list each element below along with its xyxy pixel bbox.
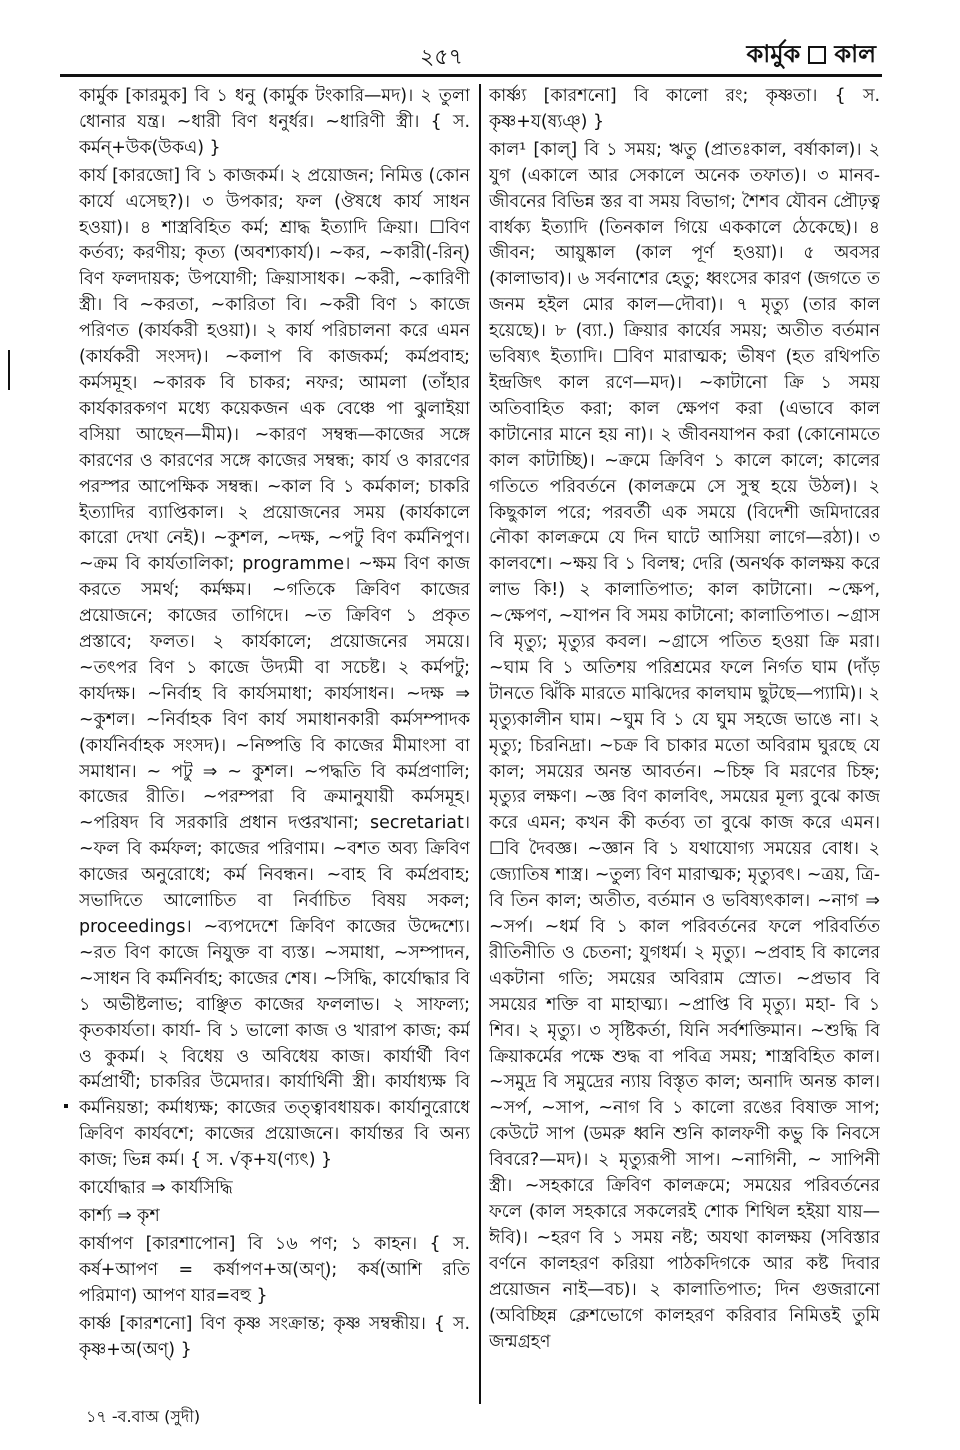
margin-mark: [64, 1104, 68, 1108]
entry: [79, 164, 470, 1174]
entry: [79, 1232, 470, 1310]
margin-mark: [8, 350, 10, 390]
entry: [79, 1204, 470, 1230]
entry-text: কার্ষ্ণ্য [কারশনো] বি কালো রং; কৃষ্ণতা। { স. কৃষ্ণ+য(ষ্যঞ্) }: [489, 86, 880, 132]
entry: [489, 84, 880, 136]
entry: [489, 138, 880, 1356]
left-column: [79, 84, 470, 1394]
column-divider: [479, 84, 481, 1404]
entry-text: কার্ষ্ণ [কারশনো] বিণ কৃষ্ণ সংক্রান্ত; কৃষ্ণ সম্বন্ধীয়। { স. কৃষ্ণ+অ(অণ্) }: [79, 1313, 470, 1360]
entry: [79, 1176, 470, 1202]
entry-text: কার্মুক [কারমুক] বি ১ ধনু (কার্মুক টংকারি—মদ)। ২ তুলা ধোনার যন্ত্র। ~ধারী বিণ ধনুর্ধর। ~ধারিণী স্ত্রী। { স. কর্মন্+উক(উকএ) }: [79, 86, 470, 158]
entry-text: কার্য [কারজো] বি ১ কাজকর্ম। ২ প্রয়োজন; নিমিত্ত (কোন কার্যে এসেছ?)। ৩ উপকার; ফল (ঔষধে কার্য সাধন হওয়া)। ৪ শাস্ত্রবিহিত কর্ম; শ্রাদ্ধ ইত্যাদি ক্রিয়া। ☐বিণ কর্তব্য; করণীয়; কৃত্য (অবশ্যকার্য)। ~কর, ~কারী(-রিন্) বিণ ফলদায়ক; উপযোগী; ক্রিয়াসাধক। ~করী, ~কারিণী স্ত্রী। বি ~করতা, ~কারিতা বি। ~করী বিণ ১ কাজে পরিণত (কার্যকরী হওয়া)। ২ কার্য পরিচালনা করে এমন (কার্যকরী সংসদ)। ~কলাপ বি কাজকর্ম; কর্মপ্রবাহ; কর্মসমূহ। ~কারক বি চাকর; নফর; আমলা (তাঁহার কার্যকারকগণ মধ্যে কয়েকজন এক বেঞ্চে পা ঝুলাইয়া বসিয়া আছেন—মীম)। ~কারণ সম্বন্ধ—কাজের সঙ্গে কারণের ও কারণের সঙ্গে কাজের সম্বন্ধ; কার্য ও কারণের পরস্পর আপেক্ষিক সম্বন্ধ। ~কাল বি ১ কর্মকাল; চাকরি ইত্যাদির ব্যাপ্তিকাল। ২ প্রয়োজনের সময় (কার্যকালে কারো দেখা নেই)। ~কুশল, ~দক্ষ, ~পটু বিণ কর্মনিপুণ। ~ক্রম বি কার্যতালিকা; programme। ~ক্ষম বিণ কাজ করতে সমর্থ; কর্মক্ষম। ~গতিকে ক্রিবিণ কাজের প্রয়োজনে; কাজের তাগিদে। ~ত ক্রিবিণ ১ প্রকৃত প্রস্তাবে; ফলত। ২ কার্যকালে; প্রয়োজনের সময়ে। ~তৎপর বিণ ১ কাজে উদ্যমী বা সচেষ্ট। ২ কর্মপটু; কার্যদক্ষ। ~নির্বাহ বি কার্যসমাধা; কার্যসাধন। ~দক্ষ ⇒ ~কুশল। ~নির্বাহক বিণ কার্য সমাধানকারী কর্মসম্পাদক (কার্যনির্বাহক সংসদ)। ~নিষ্পত্তি বি কাজের মীমাংসা বা সমাধান। ~ পটু ⇒ ~ কুশল। ~পদ্ধতি বি কর্মপ্রণালি; কাজের রীতি। ~পরম্পরা বি ক্রমানুযায়ী কর্মসমূহ। ~পরিষদ বি সরকারি প্রধান দপ্তরখানা; secretariat। ~ফল বি কর্মফল; কাজের পরিণাম। ~বশত অব্য ক্রিবিণ কাজের অনুরোধে; কর্ম নিবন্ধন। ~বাহ বি কর্মপ্রবাহ; সভাদিতে আলোচিত বা নির্বাচিত বিষয় সকল; proceedings। ~ব্যপদেশে ক্রিবিণ কাজের উদ্দেশ্যে। ~রত বিণ কাজে নিযুক্ত বা ব্যস্ত। ~সমাধা, ~সম্পাদন, ~সাধন বি কর্মনির্বাহ; কাজের শেষ। ~সিদ্ধি, কার্যোদ্ধার বি ১ অভীষ্টলাভ; বাঞ্ছিত কাজের ফললাভ। ২ সাফল্য; কৃতকার্যতা। কার্যা- বি ১ ভালো কাজ ও খারাপ কাজ; কর্ম ও কুকর্ম। ২ বিধেয় ও অবিধেয় কাজ। কার্যার্থী বিণ কর্মপ্রার্থী; চাকরির উমেদার। কার্যার্থিনী স্ত্রী। কার্যাধ্যক্ষ বি কর্মনিয়ন্তা; কর্মাধ্যক্ষ; কাজের তত্ত্বাবধায়ক। কার্যানুরোধে ক্রিবিণ কার্যবশে; কাজের প্রয়োজনে। কার্যান্তর বি অন্য কাজ; ভিন্ন কর্ম। { স. √কৃ+য(ণ্যৎ) }: [79, 165, 470, 1171]
header-rule: [60, 74, 882, 77]
footer-note: ১৭ -ব.বাঅ (সুদী): [86, 1407, 201, 1426]
entry-text: কার্যোদ্ধার ⇒ কার্যসিদ্ধি: [79, 1178, 233, 1199]
running-head: [746, 36, 876, 76]
page-number: ২৫৭: [420, 45, 463, 70]
right-column: [489, 84, 880, 1414]
entry-text: কার্ষাপণ [কারশাপোন] বি ১৬ পণ; ১ কাহন। { স. কর্ষ+আপণ = কর্ষাপণ+অ(অণ্); কর্ষ(আশি রতি পরিমাণ) আপণ যার=বহু }: [79, 1233, 470, 1306]
entry: [79, 84, 470, 162]
guide-word-start: কার্মুক: [746, 40, 801, 68]
guide-word-end: কাল: [834, 40, 876, 68]
entry-text: কার্শ্য ⇒ কৃশ: [79, 1205, 160, 1226]
entry: [79, 1312, 470, 1364]
guide-separator-box: [808, 46, 826, 64]
entry-text: কাল¹ [কাল্] বি ১ সময়; ঋতু (প্রাতঃকাল, বর্ষাকাল)। ২ যুগ (একালে আর সেকালে অনেক তফাত)। ৩ মানব-জীবনের বিভিন্ন স্তর বা সময় বিভাগ; শৈশব যৌবন প্রৌঢ়ত্ব বার্ধক্য ইত্যাদি (তিনকাল গিয়ে এককালে ঠেকেছে)। ৪ জীবন; আয়ুষ্কাল (কাল পূর্ণ হওয়া)। ৫ অবসর (কালাভাব)। ৬ সর্বনাশের হেতু; ধ্বংসের কারণ (জগতে ত জনম হইল মোর কাল—দৌবা)। ৭ মৃত্যু (তার কাল হয়েছে)। ৮ (ব্যা.) ক্রিয়ার কার্যের সময়; অতীত বর্তমান ভবিষ্যৎ ইত্যাদি। ☐বিণ মারাত্মক; ভীষণ (হত রথিপতি ইন্দ্রজিৎ কাল রণে—মদ)। ~কাটানো ক্রি ১ সময় অতিবাহিত করা; কাল ক্ষেপণ করা (এভাবে কাল কাটানোর মানে হয় না)। ২ জীবনযাপন করা (কোনোমতে কাল কাটাচ্ছি)। ~ক্রমে ক্রিবিণ ১ কালে কালে; কালের গতিতে পরিবর্তনে (কালক্রমে সে সুস্থ হয়ে উঠল)। ২ কিছুকাল পরে; পরবর্তী এক সময়ে (বিদেশী জমিদারের নৌকা কালক্রমে যে দিন ঘাটে আসিয়া লাগে—রঠা)। ৩ কালবশে। ~ক্ষয় বি ১ বিলম্ব; দেরি (অনর্থক কালক্ষয় করে লাভ কি!) ২ কালাতিপাত; কাল কাটানো। ~ক্ষেপ, ~ক্ষেপণ, ~যাপন বি সময় কাটানো; কালাতিপাত। ~গ্রাস বি মৃত্যু; মৃত্যুর কবল। ~গ্রাসে পতিত হওয়া ক্রি মরা। ~ঘাম বি ১ অতিশয় পরিশ্রমের ফলে নির্গত ঘাম (দাঁড় টানতে ঝিঁকি মারতে মাঝিদের কালঘাম ছুটছে—প্যামি)। ২ মৃত্যুকালীন ঘাম। ~ঘুম বি ১ যে ঘুম সহজে ভাঙে না। ২ মৃত্যু; চিরনিদ্রা। ~চক্র বি চাকার মতো অবিরাম ঘুরছে যে কাল; সময়ের অনন্ত আবর্তন। ~চিহ্ন বি মরণের চিহ্ন; মৃত্যুর লক্ষণ। ~জ্ঞ বিণ কালবিৎ, সময়ের মূল্য বুঝে কাজ করে এমন; কখন কী কর্তব্য তা বুঝে কাজ করে এমন। ☐বি দৈবজ্ঞ। ~জ্ঞান বি ১ যথাযোগ্য সময়ের বোধ। ২ জ্যোতিষ শাস্ত্র। ~তুল্য বিণ মারাত্মক; মৃত্যুবৎ। ~ত্রয়, ত্রি- বি তিন কাল; অতীত, বর্তমান ও ভবিষ্যৎকাল। ~নাগ ⇒ ~সর্প। ~ধর্ম বি ১ কাল পরিবর্তনের ফলে পরিবর্তিত রীতিনীতি ও চেতনা; যুগধর্ম। ২ মৃত্যু। ~প্রবাহ বি কালের একটানা গতি; সময়ের অবিরাম স্রোত। ~প্রভাব বি সময়ের শক্তি বা মাহাত্ম্য। ~প্রাপ্তি বি মৃত্যু। মহা- বি ১ শিব। ২ মৃত্যু। ৩ সৃষ্টিকর্তা, যিনি সর্বশক্তিমান। ~শুদ্ধি বি ক্রিয়াকর্মের পক্ষে শুদ্ধ বা পবিত্র সময়; শাস্ত্রবিহিত কাল। ~সমুদ্র বি সমুদ্রের ন্যায় বিস্তৃত কাল; অনাদি অনন্ত কাল। ~সর্প, ~সাপ, ~নাগ বি ১ কালো রঙের বিষাক্ত সাপ; কেউটে সাপ (ডমরু ধ্বনি শুনি কালফণী কভু কি নিবসে বিবরে?—মদ)। ২ মৃত্যুরূপী সাপ। ~নাগিনী, ~ সাপিনী স্ত্রী। ~সহকারে ক্রিবিণ কালক্রমে; সময়ের পরিবর্তনের ফলে (কাল সহকারে সকলেরই শোক শিথিল হইয়া যায়—ঈবি)। ~হরণ বি ১ সময় নষ্ট; অযথা কালক্ষয় (সবিস্তার বর্ণনে কালহরণ করিয়া পাঠকদিগকে আর কষ্ট দিবার প্রয়োজন নাই—বচ)। ২ কালাতিপাত; দিন গুজরানো (অবিচ্ছিন্ন ক্লেশভোগে কালহরণ করিবার নিমিত্তই তুমি জন্মগ্রহণ: [489, 139, 880, 1352]
